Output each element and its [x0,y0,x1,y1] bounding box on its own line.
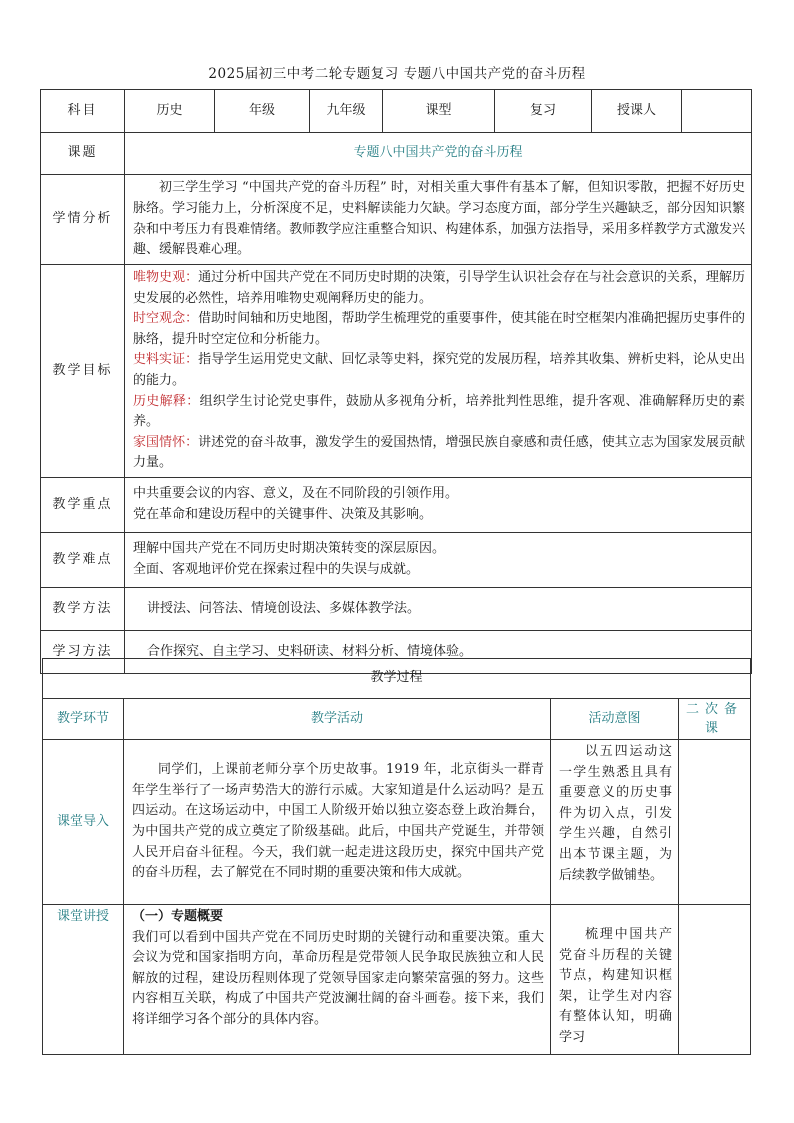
topic-value: 专题八中国共产党的奋斗历程 [125,133,752,175]
lesson-type-label: 课型 [383,90,495,133]
teacher-value [682,90,752,133]
grade-label: 年级 [215,90,310,133]
prep-intro [679,740,751,905]
lesson-type-value: 复习 [495,90,592,133]
process-heading: 教学过程 [43,659,751,699]
key-points-text: 中共重要会议的内容、意义，及在不同阶段的引领作用。 党在革命和建设历程中的关键事件、决策及其影响。 [125,477,752,532]
section-title: （一）专题概要 [132,909,224,924]
lesson-info-table [40,89,752,674]
col-stage-header: 教学环节 [43,699,124,740]
activity-lecture: （一）专题概要 我们可以看到中国共产党在不同历史时期的关键行动和重要决策。重大会议为党和国家指明方向，革命历程是党带领人民争取民族独立和人民解放的过程，建设历程则体现了党领导国家走向繁荣富强的努力。这些内容相互关联，构成了中国共产党波澜壮阔的奋斗画卷。接下来，我们将详细学习各个部分的具体内容。 [124,905,551,1055]
teaching-process-table [42,658,751,1055]
stage-lecture: 课堂讲授 [43,905,124,1055]
stage-intro: 课堂导入 [43,740,124,905]
key-points-label: 教学重点 [41,477,125,532]
learning-text: 合作探究、自主学习、史料研读、材料分析、情境体验。 [125,630,752,673]
analysis-label: 学情分析 [41,175,125,265]
goal-item: 时空观念：借助时间轴和历史地图，帮助学生梳理党的重要事件，使其能在时空框架内准确把握历史事件的脉络，提升时空定位和分析能力。 [133,311,745,347]
goal-item: 史料实证：指导学生运用党史文献、回忆录等史料，探究党的发展历程，培养其收集、辨析史料，论从史出的能力。 [133,352,745,388]
teacher-label: 授课人 [592,90,682,133]
intent-lecture: 梳理中国共产党奋斗历程的关键节点，构建知识框架，让学生对内容有整体认知，明确学习 [551,905,679,1055]
col-prep-header: 二次备课 [679,699,751,740]
topic-label: 课题 [41,133,125,175]
methods-text: 讲授法、问答法、情境创设法、多媒体教学法。 [125,587,752,630]
grade-value: 九年级 [310,90,383,133]
col-intent-header: 活动意图 [551,699,679,740]
difficult-points-text: 理解中国共产党在不同历史时期决策转变的深层原因。 全面、客观地评价党在探索过程中的失误与成就。 [125,532,752,587]
intent-intro: 以五四运动这一学生熟悉且具有重要意义的历史事件为切入点，引发学生兴趣，自然引出本节课主题，为后续教学做铺垫。 [551,740,679,905]
goal-item: 唯物史观：通过分析中国共产党在不同历史时期的决策，引导学生认识社会存在与社会意识的关系，理解历史发展的必然性，培养用唯物史观阐释历史的能力。 [133,270,745,306]
subject-label: 科目 [41,90,125,133]
goal-item: 历史解释：组织学生讨论党史事件，鼓励从多视角分析，培养批判性思维，提升客观、准确解释历史的素养。 [133,393,745,430]
goal-item: 家国情怀：讲述党的奋斗故事，激发学生的爱国热情，增强民族自豪感和责任感，使其立志为国家发展贡献力量。 [133,434,745,471]
subject-value: 历史 [125,90,215,133]
difficult-points-label: 教学难点 [41,532,125,587]
prep-lecture [679,905,751,1055]
document-title: 2025届初三中考二轮专题复习 专题八中国共产党的奋斗历程 [208,66,586,82]
col-activity-header: 教学活动 [124,699,551,740]
goals-text [125,265,752,478]
analysis-text: 初三学生学习 “中国共产党的奋斗历程” 时，对相关重大事件有基本了解，但知识零散，把握不好历史脉络。学习能力上，分析深度不足，史料解读能力欠缺。学习态度方面，部分学生兴趣缺乏，部分因知识繁杂和中考压力有畏难情绪。教师教学应注重整合知识、构建体系，加强方法指导，采用多样教学方式激发兴趣、缓解畏难心理。 [125,175,752,265]
learning-label: 学习方法 [41,630,125,673]
methods-label: 教学方法 [41,587,125,630]
goals-label: 教学目标 [41,265,125,478]
activity-intro: 同学们，上课前老师分享个历史故事。1919 年，北京街头一群青年学生举行了一场声势浩大的游行示威。大家知道是什么运动吗？是五四运动。在这场运动中，中国工人阶级开始以独立姿态登上政治舞台，为中国共产党的成立奠定了阶级基础。此后，中国共产党诞生，并带领人民开启奋斗征程。今天，我们就一起走进这段历史，探究中国共产党的奋斗历程，去了解党在不同时期的重要决策和伟大成就。 [124,740,551,905]
